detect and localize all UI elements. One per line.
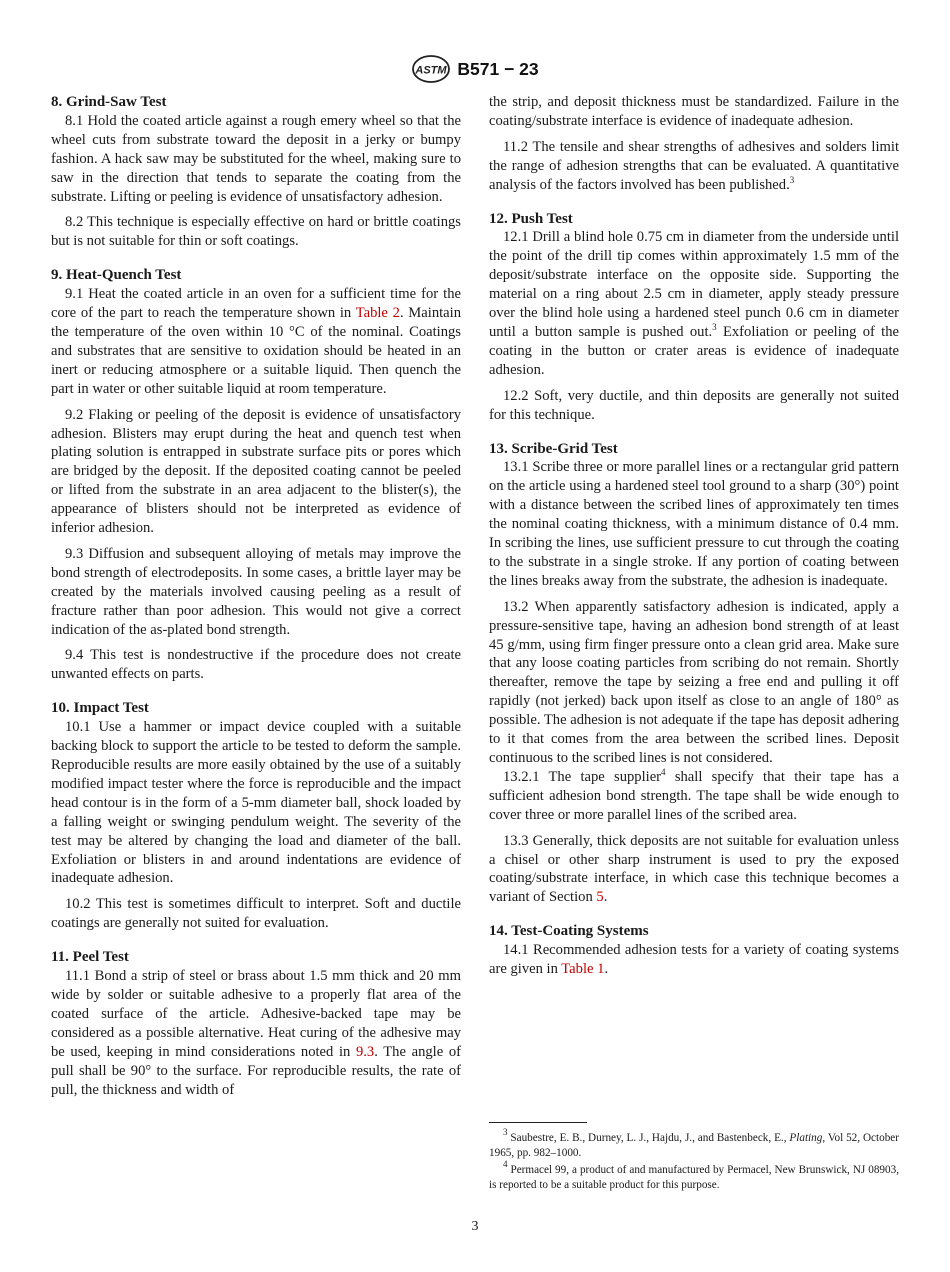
section-heading: 14. Test-Coating Systems [489, 923, 649, 940]
section-13 [489, 440, 899, 908]
page-number: 3 [471, 1219, 479, 1234]
paragraph-8-1: 8.1 Hold the coated article against a rough emery wheel so that the wheel cuts from substrate toward the deposit in a jerky or bumpy fashion. A hack saw may be substituted for the wheel, making sure to saw in the direction that tends to separate the coating from the substrate. Lifting or peeling is evidence of unsatisfactory adhesion. [51, 112, 461, 205]
section-14 [489, 922, 899, 979]
paragraph-10-2: 10.2 This test is sometimes difficult to interpret. Soft and ductile coatings are generally not suited for evaluation. [51, 896, 461, 932]
left-column [51, 93, 461, 1114]
paragraph-9-2: 9.2 Flaking or peeling of the deposit is evidence of unsatisfactory adhesion. Blisters may erupt during the heat and quench test when plating solution is entrapped in substrate surface pits or pores which are bridged by the deposit. If the deposited coating cannot be peeled or lifted from the substrate in an area adjacent to the blister(s), the appearance of blisters should not be interpreted as evidence of inferior adhesion. [51, 406, 461, 537]
paragraph-9-1: 9.1 Heat the coated article in an oven for a sufficient time for the core of the part to reach the temperature shown in Table 2. Maintain the temperature of the oven within 10 °C of the nominal. Coatings and substrates that are sensitive to oxidation should be heated in an inert or reducing atmosphere or a suitable liquid. Then quench the part in water or other suitable liquid at room temperature. [51, 286, 461, 397]
paragraph-13-3: 13.3 Generally, thick deposits are not suitable for evaluation unless a chisel or other sharp instrument is used to pry the exposed coating/substrate interface, in which case this technique becomes a variant of Section 5. [489, 832, 899, 906]
paragraph-11-1: 11.1 Bond a strip of steel or brass about 1.5 mm thick and 20 mm wide by solder or suitable adhesive to a properly flat area of the coated surface of the article. Adhesive-backed tape may be considered as a possible alternative. Heat curing of the adhesive may be used, keeping in mind considerations noted in 9.3. The angle of pull shall be 90° to the surface. For reproducible results, the rate of pull, the thickness and width of [51, 968, 462, 1098]
footnote-ref-4[interactable]: 4 [661, 766, 666, 777]
footnote-ref-3[interactable]: 3 [789, 174, 795, 185]
section-heading: 9. Heat-Quench Test [51, 267, 182, 284]
section-5-link[interactable]: 5 [596, 889, 604, 906]
footnote-4: $^4$ Permacel 99, a product of and manufactured by Permacel, New Brunswick, NJ 08903, is reported to be a suitable product for this purpose. [489, 1158, 899, 1191]
footnote-3: $^3$ Saubestre, E. B., Durney, L. J., Hajdu, J., and Bastenbeck, E., Plating, Vol 52, October 1965, pp. 982–1000. [489, 1127, 899, 1160]
section-8 [51, 93, 461, 251]
paragraph-13-2-1: 13.2.1 The tape supplier$^4$ shall specify that their tape has a sufficient adhesion bond strength. The tape shall be wide enough to cover three or more parallel lines of the scribed area. [489, 766, 899, 823]
section-heading: 12. Push Test [489, 210, 573, 227]
section-10 [51, 699, 461, 933]
paragraph-10-1: 10.1 Use a hammer or impact device coupled with a suitable backing block to support the article to be tested to deform the sample. Reproducible results are more easily obtained by the use of a suitably modified impact tester where the force is reproducible and the impact head contour is in the form of a 5-mm diameter ball, shock loaded by a falling weight or swinging pendulum weight. The severity of the test may be altered by changing the load and diameter of the ball. Exfoliation or blisters in and around indentations are evidence of inadequate adhesion. [51, 719, 461, 887]
paragraph-9-4: 9.4 This test is nondestructive if the procedure does not create unwanted effects on parts. [51, 647, 461, 683]
paragraph-9-3: 9.3 Diffusion and subsequent alloying of metals may improve the bond strength of electrodeposits. In some cases, a brittle layer may be created by the materials involved causing peeling as a result of fracture rather than poor adhesion. This would not give a correct indication of the as-plated bond strength. [51, 545, 461, 638]
paragraph-14-1: 14.1 Recommended adhesion tests for a variety of coating systems are given in Table 1. [489, 942, 899, 978]
paragraph-13-2: 13.2 When apparently satisfactory adhesion is indicated, apply a pressure-sensitive tape, having an adhesion bond strength of at least 45 g/mm, using firm finger pressure onto a clean grid area. Make sure that any loose coating particles from scribing do not remain. Shortly thereafter, remove the tape by seizing a free end and pulling it off rapidly (not jerked) back upon itself as close to an angle of 180° as possible. The adhesion is not adequate if the tape has deposit adhering to it that comes from the area between the scribed lines. Deposit continuous to the scribed lines is not considered. [489, 598, 899, 766]
section-12 [489, 210, 899, 425]
svg-text:ASTM: ASTM [415, 64, 447, 77]
right-column [489, 93, 899, 994]
page-header [0, 54, 950, 84]
paragraph-11-2: 11.2 The tensile and shear strengths of adhesives and solders limit the range of adhesion strengths that can be evaluated. A quantitative analysis of the factors involved has been published.$^3$ [489, 138, 899, 193]
section-11 [51, 948, 461, 1099]
paragraph-12-2: 12.2 Soft, very ductile, and thin deposits are generally not suited for this technique. [489, 387, 899, 423]
footnotes [489, 1127, 899, 1194]
section-11-continued [489, 93, 899, 195]
paragraph-13-1: 13.1 Scribe three or more parallel lines or a rectangular grid pattern on the article using a hardened steel tool ground to a sharp (30°) point with a distance between the scribed lines of approximately ten times the nominal coating thickness, with a minimum distance of 0.4 mm. In scribing the lines, use sufficient pressure to cut through the coating to the substrate in a single stroke. If any portion of coating between the lines breaks away from the substrate, the adhesion is inadequate. [489, 459, 899, 589]
section-9-3-link[interactable]: 9.3 [355, 1043, 375, 1060]
footnote-divider [489, 1122, 587, 1123]
table-1-link[interactable]: Table 1 [561, 961, 605, 978]
section-heading: 11. Peel Test [51, 949, 129, 966]
paragraph-11-1-continued: the strip, and deposit thickness must be standardized. Failure in the coating/substrate interface is evidence of inadequate adhesion. [489, 94, 899, 129]
section-9 [51, 266, 461, 684]
section-heading: 10. Impact Test [51, 700, 149, 717]
section-heading: 8. Grind-Saw Test [51, 94, 167, 110]
astm-logo-icon [411, 54, 451, 84]
standard-designation: B571 − 23 [457, 58, 539, 79]
paragraph-12-1: 12.1 Drill a blind hole 0.75 cm in diameter from the underside until the point of the drill tip comes within approximately 1.5 mm of the deposit/substrate interface on the opposite side. Supporting the material on a ring about 2.5 cm in diameter, apply steady pressure over the blind hole using a hardened steel punch 0.6 cm in diameter until a button sample is pushed out.$^3$ Exfoliation or peeling of the coating in the button or crater areas is evidence of inadequate adhesion. [489, 229, 899, 378]
table-2-link[interactable]: Table 2 [355, 305, 400, 322]
section-heading: 13. Scribe-Grid Test [489, 440, 618, 457]
paragraph-8-2: 8.2 This technique is especially effective on hard or brittle coatings but is not suitable for thin or soft coatings. [51, 214, 461, 250]
footnote-ref-3[interactable]: 3 [712, 321, 717, 332]
